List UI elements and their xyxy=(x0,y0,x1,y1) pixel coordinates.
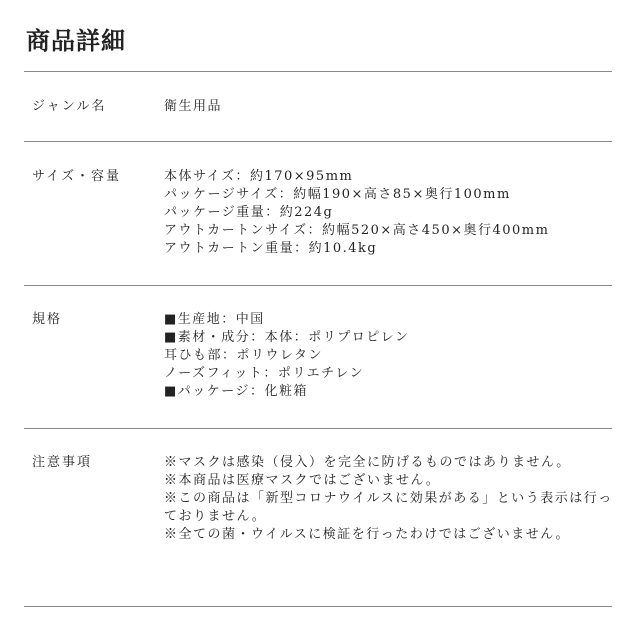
spec-value-line: 衛生用品 xyxy=(164,99,223,114)
spec-value-line: 耳ひも部：ポリウレタン xyxy=(164,348,323,363)
spec-value-line: アウトカートン重量：約10.4kg xyxy=(164,241,378,256)
spec-value-line: パッケージ重量：約224g xyxy=(164,205,334,220)
divider xyxy=(24,71,612,72)
spec-value xyxy=(164,98,614,116)
spec-label: 注意事項 xyxy=(32,455,93,470)
spec-value-line: パッケージサイズ：約幅190×高さ85×奥行100mm xyxy=(164,187,511,202)
divider xyxy=(24,285,612,286)
spec-label: ジャンル名 xyxy=(32,99,107,114)
spec-value-line: ※本商品は医療マスクではございません。 xyxy=(164,473,441,488)
page-title: 商品詳細 xyxy=(26,26,126,55)
spec-value-line: ※マスクは感染（侵入）を完全に防げるものではありません。 xyxy=(164,455,571,470)
spec-value-line: ※全ての菌・ウイルスに検証を行ったわけではございません。 xyxy=(164,527,571,542)
spec-value xyxy=(164,454,614,544)
spec-value-line: ■素材・成分：本体：ポリプロピレン xyxy=(164,330,410,345)
spec-value-line: ノーズフィット：ポリエチレン xyxy=(164,366,365,381)
spec-label: サイズ・容量 xyxy=(32,169,121,184)
spec-value-line: ■生産地：中国 xyxy=(164,312,265,327)
divider xyxy=(24,606,612,607)
spec-value-line: 本体サイズ：約170×95mm xyxy=(164,169,354,184)
divider xyxy=(24,141,612,142)
spec-value-line: ■パッケージ：化粧箱 xyxy=(164,384,309,399)
spec-value-line: ※この商品は「新型コロナウイルスに効果がある」という表示は行っておりません。 xyxy=(164,491,613,524)
spec-label: 規格 xyxy=(32,312,63,327)
spec-value xyxy=(164,311,614,401)
divider xyxy=(24,428,612,429)
spec-value-line: アウトカートンサイズ：約幅520×高さ450×奥行400mm xyxy=(164,223,550,238)
spec-value xyxy=(164,168,614,258)
